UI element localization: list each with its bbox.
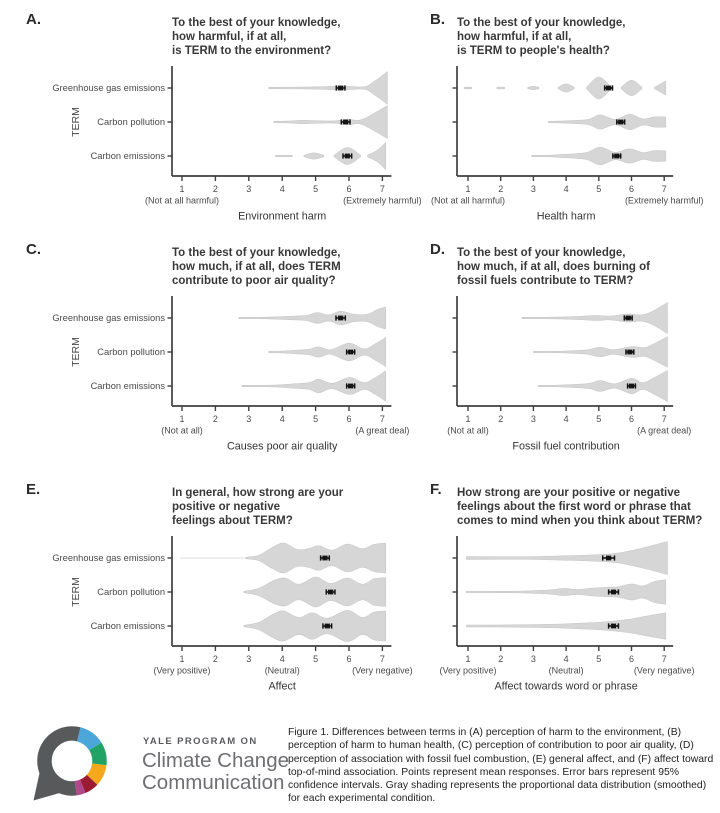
panel-b-plot [412,0,720,230]
violin-distribution [242,371,386,402]
violin-distribution [246,543,386,573]
panel-b [412,0,720,230]
x-anchor-label: (Not at all harmful) [430,195,506,206]
x-anchor-label: (A great deal) [637,425,692,436]
panel-title-line: how harmful, if at all, [172,31,287,43]
panel-title-line: feelings about the first word or phrase that [457,501,691,513]
x-tick-label: 1 [179,654,185,664]
x-tick-label: 2 [212,654,218,664]
x-tick-label: 2 [498,654,504,664]
panel-title-line: To the best of your knowledge, [457,17,626,29]
logo-svg [26,716,130,813]
violin-distribution [269,338,386,367]
mean-point [627,350,632,355]
x-tick-label: 2 [212,414,218,424]
x-tick-label: 5 [313,184,319,194]
mean-point [618,120,623,125]
mean-point [338,86,343,91]
x-anchor-label: (Not at all) [161,425,203,436]
mean-point [614,154,619,159]
x-tick-label: 1 [179,414,185,424]
x-anchor-label: (Neutral) [264,665,300,676]
violin-distribution [269,72,388,105]
mean-point [629,384,634,389]
x-anchor-label: (Extremely harmful) [343,195,422,206]
x-tick-label: 7 [661,414,667,424]
logo-segment-green [95,746,99,764]
x-tick-label: 6 [628,654,635,664]
panel-title-line: How strong are your positive or negative [457,487,681,499]
category-label: Carbon pollution [97,347,165,357]
violin-distribution [274,106,388,139]
logo-program-line: YALE PROGRAM ON [143,736,258,747]
yale-pccc-logo-icon [26,716,130,813]
panel-title-line: feelings about TERM? [172,515,293,527]
logo-text [142,736,289,793]
violin-distribution [497,87,505,89]
logo-segment-pink [76,786,83,788]
violin-distribution [466,580,665,604]
x-anchor-label: (Neutral) [548,665,584,676]
mean-point [338,316,343,321]
violin-distribution [533,337,667,368]
figure-caption: Figure 1. Differences between terms in (A) perception of harm to the environment, (B) perception of harm to human health, (C) perception of contribution to poor air quality, (D) perception of association with fossil fuel combustion, (E) general affect, and (F) affect toward top-of-mind association. Points represent mean responses. Error bars represent 95% confidence intervals. Gray shading represents the proportional data distribution (smoothed) for each experimental condition. [288,727,714,805]
violin-distribution [548,114,666,129]
mean-point [343,120,348,125]
x-tick-label: 5 [313,414,319,424]
x-tick-label: 3 [530,654,536,664]
panel-e-plot [0,470,412,700]
x-tick-label: 7 [379,654,385,664]
x-tick-label: 4 [563,654,569,664]
x-axis-title: Causes poor air quality [226,440,338,453]
violin-distribution [466,613,665,640]
violin-distribution [532,147,666,165]
panel-letter: E. [26,481,41,498]
x-tick-label: 4 [563,184,569,194]
x-tick-label: 6 [346,654,352,664]
mean-point [322,556,327,561]
violin-distribution [244,610,386,641]
violin-distribution [466,542,667,575]
violin-distribution [304,153,324,159]
logo-segment-gray [44,733,78,788]
violin-distribution [522,302,668,333]
x-tick-label: 3 [530,184,536,194]
x-tick-label: 2 [212,184,218,194]
violin-distribution [367,142,385,169]
panel-letter: F. [430,481,442,498]
x-anchor-label: (Extremely harmful) [624,195,704,206]
x-anchor-label: (Very positive) [153,665,211,676]
panel-title-line: how much, if at all, does burning of [457,261,650,273]
x-tick-label: 7 [661,654,667,664]
x-tick-label: 3 [246,654,252,664]
violin-distribution [464,87,472,89]
x-anchor-label: (Very negative) [633,665,695,676]
term-axis-label: TERM [70,337,82,367]
violin-distribution [244,577,386,607]
x-tick-label: 5 [596,654,602,664]
mean-point [606,86,611,91]
x-tick-label: 1 [465,654,471,664]
x-tick-label: 3 [530,414,536,424]
panel-letter: B. [430,11,445,28]
x-tick-label: 4 [279,654,285,664]
violin-distribution [654,81,665,95]
x-tick-label: 5 [313,654,319,664]
term-axis-label: TERM [70,577,82,607]
logo-segment-blue [79,734,96,746]
x-tick-label: 5 [596,414,602,424]
category-label: Greenhouse gas emissions [52,553,165,563]
x-tick-label: 5 [596,184,602,194]
panel-letter: C. [26,241,41,258]
x-tick-label: 1 [179,184,185,194]
x-tick-label: 2 [498,184,504,194]
panel-letter: A. [26,11,41,28]
mean-point [611,590,616,595]
panel-letter: D. [430,241,445,258]
panel-f [412,470,720,700]
category-label: Carbon emissions [90,381,165,391]
category-label: Carbon emissions [90,621,165,631]
mean-point [626,316,631,321]
panel-title-line: contribute to poor air quality? [172,275,336,287]
panel-title-line: comes to mind when you think about TERM? [457,515,703,527]
x-axis-title: Affect [268,680,296,693]
panel-title-line: To the best of your knowledge, [172,247,341,259]
term-axis-label: TERM [70,107,82,137]
x-tick-label: 7 [661,184,667,194]
x-tick-label: 6 [628,184,635,194]
x-tick-label: 6 [346,414,352,424]
x-anchor-label: (Not at all harmful) [144,195,220,206]
x-tick-label: 7 [379,184,385,194]
x-tick-label: 6 [628,414,635,424]
panel-d-plot [412,230,720,460]
x-tick-label: 1 [465,184,471,194]
x-tick-label: 4 [563,414,569,424]
x-tick-label: 3 [246,184,252,194]
logo-title-line-2: Communication [142,770,285,794]
logo-title-line-1: Climate Change [142,749,289,772]
panel-title-line: fossil fuels contribute to TERM? [457,275,634,287]
category-label: Greenhouse gas emissions [52,313,165,323]
x-axis-title: Fossil fuel contribution [512,440,620,453]
x-anchor-label: (Very negative) [352,665,413,676]
x-anchor-label: (Not at all) [447,425,489,436]
category-label: Carbon pollution [97,117,165,127]
category-label: Greenhouse gas emissions [52,83,165,93]
violin-distribution [538,370,667,401]
violin-distribution [528,86,539,89]
x-tick-label: 6 [346,184,352,194]
violin-distribution [239,307,386,329]
panel-title-line: To the best of your knowledge, [172,17,341,29]
x-axis-title: Health harm [536,210,596,223]
x-tick-label: 1 [465,414,471,424]
panel-title-line: positive or negative [172,501,281,513]
panel-title-line: To the best of your knowledge, [457,247,626,259]
panel-c-plot [0,230,412,460]
mean-point [611,624,616,629]
category-label: Carbon emissions [90,151,165,161]
logo-segment-crimson [83,780,92,787]
x-tick-label: 3 [246,414,252,424]
panel-title-line: In general, how strong are your [172,487,344,499]
mean-point [328,590,333,595]
mean-point [348,384,353,389]
violin-faint-tail [180,557,244,558]
violin-distribution [558,84,574,92]
panel-title-line: is TERM to the environment? [172,45,332,57]
category-label: Carbon pollution [97,587,165,597]
footer [0,710,720,813]
mean-point [348,350,353,355]
panel-e [0,470,412,700]
violin-distribution [621,80,642,95]
panel-title-line: how much, if at all, does TERM [172,261,341,273]
logo-segment-yellow [92,764,99,779]
panel-title-line: is TERM to people's health? [457,45,610,57]
panel-c [0,230,412,460]
mean-point [345,154,350,159]
panel-a [0,0,422,230]
x-tick-label: 4 [279,414,285,424]
x-axis-title: Environment harm [238,210,327,223]
x-axis-title: Affect towards word or phrase [494,680,638,693]
mean-point [325,624,330,629]
violin-distribution [276,155,293,157]
panel-title-line: how harmful, if at all, [457,31,572,43]
x-tick-label: 4 [279,184,285,194]
x-tick-label: 2 [498,414,504,424]
mean-point [606,556,611,561]
x-tick-label: 7 [379,414,385,424]
panel-f-plot [412,470,720,700]
panel-a-plot [0,0,422,230]
x-anchor-label: (A great deal) [355,425,410,436]
panel-d [412,230,720,460]
x-anchor-label: (Very positive) [439,665,497,676]
